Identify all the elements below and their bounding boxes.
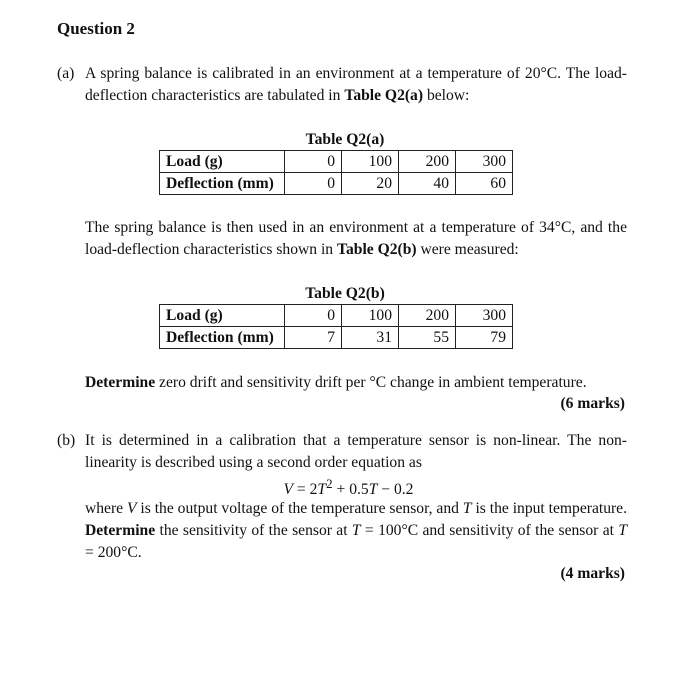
table-cell: 20: [342, 173, 399, 195]
part-a-mid-text-1: The spring balance is then used in an environment at a temperature of 34°C, and the load-deflection characteristics shown in: [85, 219, 627, 258]
part-b-label: (b): [57, 432, 76, 449]
part-a-task-keyword: Determine: [85, 374, 156, 391]
table-b: [159, 304, 513, 349]
table-row: [160, 173, 513, 195]
table-row: [160, 305, 513, 327]
table-b-row2-header: Deflection (mm): [160, 327, 285, 349]
table-cell: 0: [285, 305, 342, 327]
equation-v: V: [283, 481, 294, 499]
table-cell: 0: [285, 151, 342, 173]
table-cell: 79: [456, 327, 513, 349]
equation-part: − 0.2: [377, 481, 414, 499]
part-a-task: [85, 372, 627, 394]
equation-part: = 2: [293, 481, 318, 499]
text-run: is the input temperature.: [471, 500, 628, 517]
text-run: the sensitivity of the sensor at: [155, 522, 352, 539]
part-b-marks: (4 marks): [560, 565, 625, 582]
var-t: T: [351, 522, 361, 539]
part-a-intro-text-2: below:: [423, 87, 470, 104]
part-a-middle-text: [85, 217, 627, 261]
part-a-marks: (6 marks): [560, 395, 625, 412]
table-cell: 200: [399, 305, 456, 327]
part-a-mid-table-ref: Table Q2(b): [337, 241, 417, 258]
table-cell: 100: [342, 151, 399, 173]
table-cell: 300: [456, 151, 513, 173]
table-b-caption: Table Q2(b): [305, 285, 385, 302]
var-v: V: [127, 500, 137, 517]
table-a-row1-header: Load (g): [160, 151, 285, 173]
part-b-intro: It is determined in a calibration that a temperature sensor is non-linear. The non-linearity is described using a second order equation as: [85, 432, 627, 471]
table-cell: 40: [399, 173, 456, 195]
table-row: [160, 327, 513, 349]
equation-t: T: [368, 481, 378, 499]
table-a: [159, 150, 513, 195]
equation-t: T: [317, 481, 327, 499]
part-a-intro-table-ref: Table Q2(a): [344, 87, 424, 104]
part-a-mid-text-2: were measured:: [416, 241, 519, 258]
text-run: = 100°C and sensitivity of the sensor at: [360, 522, 619, 539]
var-t: T: [462, 500, 472, 517]
table-cell: 55: [399, 327, 456, 349]
part-b-task-keyword: Determine: [85, 522, 156, 539]
part-a-label: (a): [57, 65, 75, 82]
table-cell: 300: [456, 305, 513, 327]
table-cell: 60: [456, 173, 513, 195]
table-cell: 31: [342, 327, 399, 349]
table-b-row1-header: Load (g): [160, 305, 285, 327]
equation: [0, 476, 697, 499]
table-cell: 0: [285, 173, 342, 195]
table-cell: 200: [399, 151, 456, 173]
table-row: [160, 151, 513, 173]
text-run: where: [85, 500, 127, 517]
equation-exponent: 2: [326, 476, 333, 491]
table-a-caption: Table Q2(a): [305, 131, 385, 148]
question-title: Question 2: [57, 19, 135, 38]
part-a-intro: [85, 63, 627, 107]
var-t: T: [618, 522, 627, 539]
table-cell: 100: [342, 305, 399, 327]
part-a-task-text: zero drift and sensitivity drift per °C change in ambient temperature.: [155, 374, 587, 391]
text-run: is the output voltage of the temperature sensor, and: [136, 500, 463, 517]
text-run: = 200°C.: [85, 544, 142, 561]
table-cell: 7: [285, 327, 342, 349]
part-b-where-text: [85, 498, 627, 564]
table-a-row2-header: Deflection (mm): [160, 173, 285, 195]
part-a-intro-text-1: A spring balance is calibrated in an environment at a temperature of 20°C. The load-deflection characteristics are tabulated in: [85, 65, 627, 104]
equation-part: + 0.5: [332, 481, 369, 499]
